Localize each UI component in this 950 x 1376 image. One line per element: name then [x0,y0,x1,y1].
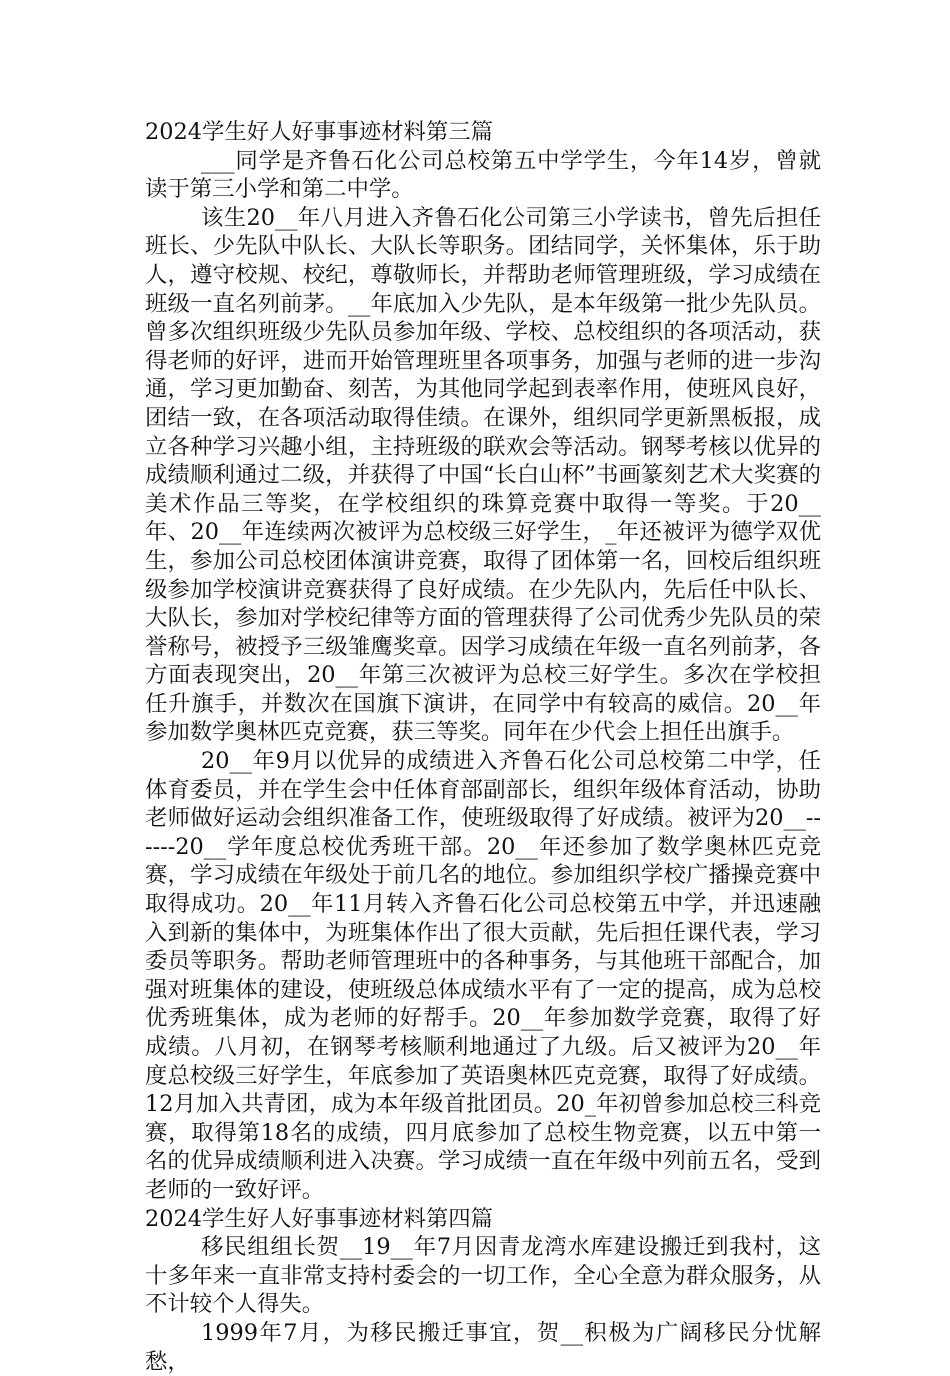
paragraph-middle-school: 20__年9月以优异的成绩进入齐鲁石化公司总校第二中学，任体育委员，并在学生会中任体育部副部长，组织年级体育活动，协助老师做好运动会组织准备工作，使班级取得了好成绩。被评为20__------20__学年度总校优秀班干部。20__年还参加了数学奥林匹克竞赛，学习成绩在年级处于前几名的地位。参加组织学校广播操竞赛中取得成功。20__年11月转入齐鲁石化公司总校第五中学，并迅速融入到新的集体中，为班集体作出了很大贡献，先后担任课代表，学习委员等职务。帮助老师管理班中的各种事务，与其他班干部配合，加强对班集体的建设，使班级总体成绩水平有了一定的提高，成为总校优秀班集体，成为老师的好帮手。20__年参加数学竞赛，取得了好成绩。八月初，在钢琴考核顺利地通过了九级。后又被评为20__年度总校级三好学生，年底参加了英语奥林匹克竞赛，取得了好成绩。12月加入共青团，成为本年级首批团员。20_年初曾参加总校三科竞赛，取得第18名的成绩，四月底参加了总校生物竞赛，以五中第一名的优异成绩顺利进入决赛。学习成绩一直在年级中列前五名，受到老师的一致好评。 [145,748,821,1203]
section-title-4: 2024学生好人好事事迹材料第四篇 [145,1205,494,1232]
document-body [145,0,821,1376]
section-title-3: 2024学生好人好事事迹材料第三篇 [145,119,494,145]
paragraph-1999: 1999年7月，为移民搬迁事宜，贺__积极为广阔移民分忧解愁， [145,1319,821,1375]
paragraph-intro: ___同学是齐鲁石化公司总校第五中学学生，今年14岁，曾就读于第三小学和第二中学。 [145,147,821,203]
paragraph-migrant-leader: 移民组组长贺__19__年7月因青龙湾水库建设搬迁到我村，这十多年来一直非常支持村委会的一切工作，全心全意为群众服务，从不计较个人得失。 [145,1234,821,1318]
paragraph-primary-school: 该生20__年八月进入齐鲁石化公司第三小学读书，曾先后担任班长、少先队中队长、大队长等职务。团结同学，关怀集体，乐于助人，遵守校规、校纪，尊敬师长，并帮助老师管理班级，学习成绩在班级一直名列前茅。__年底加入少先队，是本年级第一批少先队员。曾多次组织班级少先队员参加年级、学校、总校组织的各项活动，获得老师的好评，进而开始管理班里各项事务，加强与老师的进一步沟通，学习更加勤奋、刻苦，为其他同学起到表率作用，使班风良好，团结一致，在各项活动取得佳绩。在课外，组织同学更新黑板报，成立各种学习兴趣小组，主持班级的联欢会等活动。钢琴考核以优异的成绩顺利通过二级，并获得了中国“长白山杯”书画篆刻艺术大奖赛的美术作品三等奖，在学校组织的珠算竞赛中取得一等奖。于20__年、20__年连续两次被评为总校级三好学生，_年还被评为德学双优生，参加公司总校团体演讲竞赛，取得了团体第一名，回校后组织班级参加学校演讲竞赛获得了良好成绩。在少先队内，先后任中队长、大队长，参加对学校纪律等方面的管理获得了公司优秀少先队员的荣誉称号，被授予三级雏鹰奖章。因学习成绩在年级一直名列前茅，各方面表现突出，20__年第三次被评为总校三好学生。多次在学校担任升旗手，并数次在国旗下演讲，在同学中有较高的威信。20__年参加数学奥林匹克竞赛，获三等奖。同年在少代会上担任出旗手。 [145,204,821,746]
document-page [145,0,821,1375]
